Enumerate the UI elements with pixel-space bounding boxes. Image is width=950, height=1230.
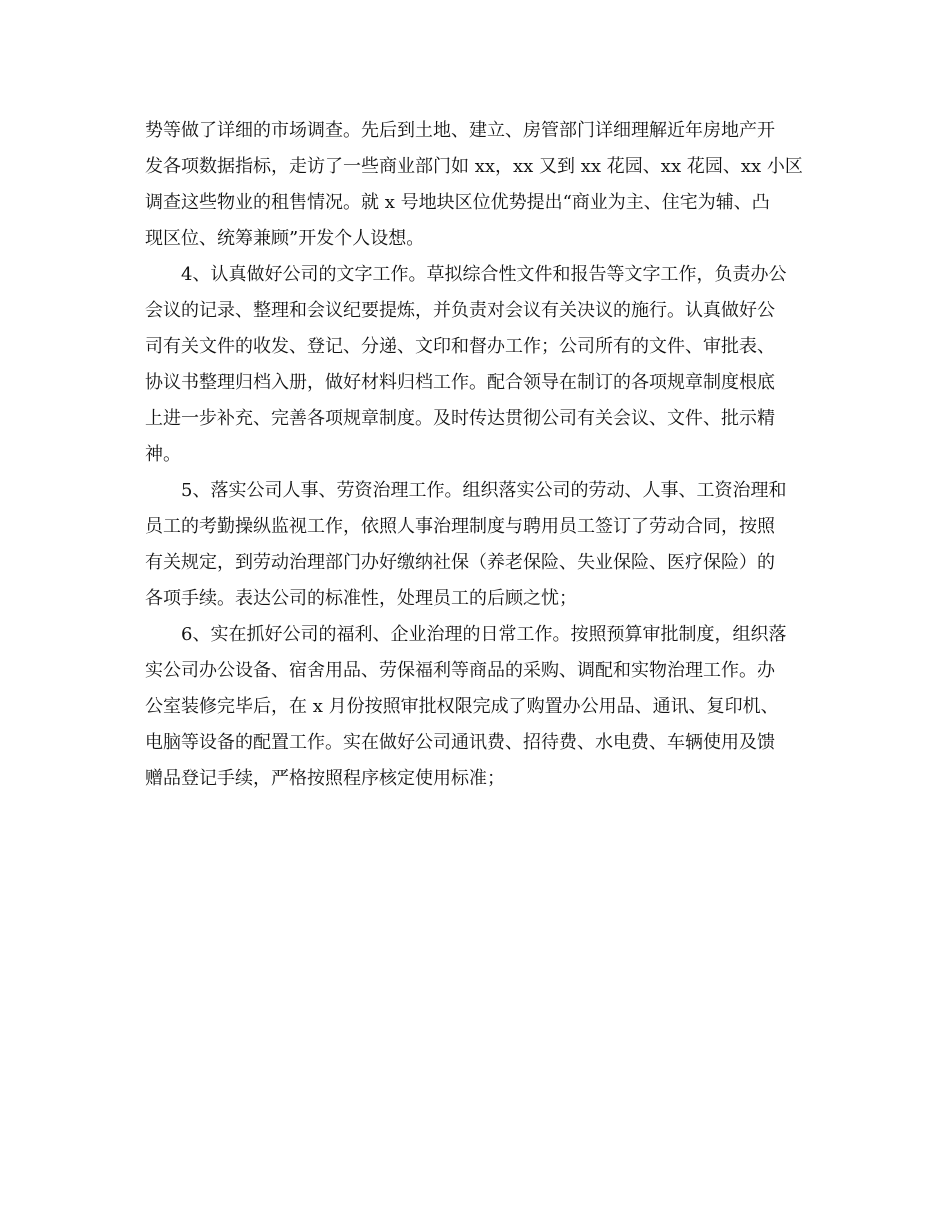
text-line: 实公司办公设备、宿舍用品、劳保福利等商品的采购、调配和实物治理工作。办: [145, 660, 775, 681]
text-line: 有关规定，到劳动治理部门办好缴纳社保（养老保险、失业保险、医疗保险）的: [145, 552, 775, 573]
text-line: 会议的记录、整理和会议纪要提炼，并负责对会议有关决议的施行。认真做好公: [145, 300, 775, 321]
text-line: 司有关文件的收发、登记、分递、文印和督办工作；公司所有的文件、审批表、: [145, 336, 775, 357]
text-line: 调查这些物业的租售情况。就 x 号地块区位优势提出“商业为主、住宅为辅、凸: [145, 192, 770, 213]
text-line: 协议书整理归档入册，做好材料归档工作。配合领导在制订的各项规章制度根底: [145, 372, 775, 393]
text-line: 势等做了详细的市场调查。先后到土地、建立、房管部门详细理解近年房地产开: [145, 120, 775, 141]
text-line: 公室装修完毕后，在 x 月份按照审批权限完成了购置办公用品、通讯、复印机、: [145, 696, 779, 717]
text-line: 发各项数据指标，走访了一些商业部门如 xx，xx 又到 xx 花园、xx 花园、xx 小区: [145, 156, 803, 177]
paragraph-6-first-line: 6、实在抓好公司的福利、企业治理的日常工作。按照预算审批制度，组织落: [181, 624, 787, 645]
paragraph-4-first-line: 4、认真做好公司的文字工作。草拟综合性文件和报告等文字工作，负责办公: [181, 264, 787, 285]
text-line: 现区位、统筹兼顾”开发个人设想。: [145, 228, 425, 249]
text-line: 赠品登记手续，严格按照程序核定使用标准；: [145, 768, 505, 789]
text-line: 各项手续。表达公司的标准性，处理员工的后顾之忧；: [145, 588, 577, 609]
text-line: 员工的考勤操纵监视工作，依照人事治理制度与聘用员工签订了劳动合同，按照: [145, 516, 775, 537]
paragraph-5-first-line: 5、落实公司人事、劳资治理工作。组织落实公司的劳动、人事、工资治理和: [181, 480, 787, 501]
text-line: 神。: [145, 444, 181, 465]
text-line: 电脑等设备的配置工作。实在做好公司通讯费、招待费、水电费、车辆使用及馈: [145, 732, 775, 753]
text-line: 上进一步补充、完善各项规章制度。及时传达贯彻公司有关会议、文件、批示精: [145, 408, 775, 429]
